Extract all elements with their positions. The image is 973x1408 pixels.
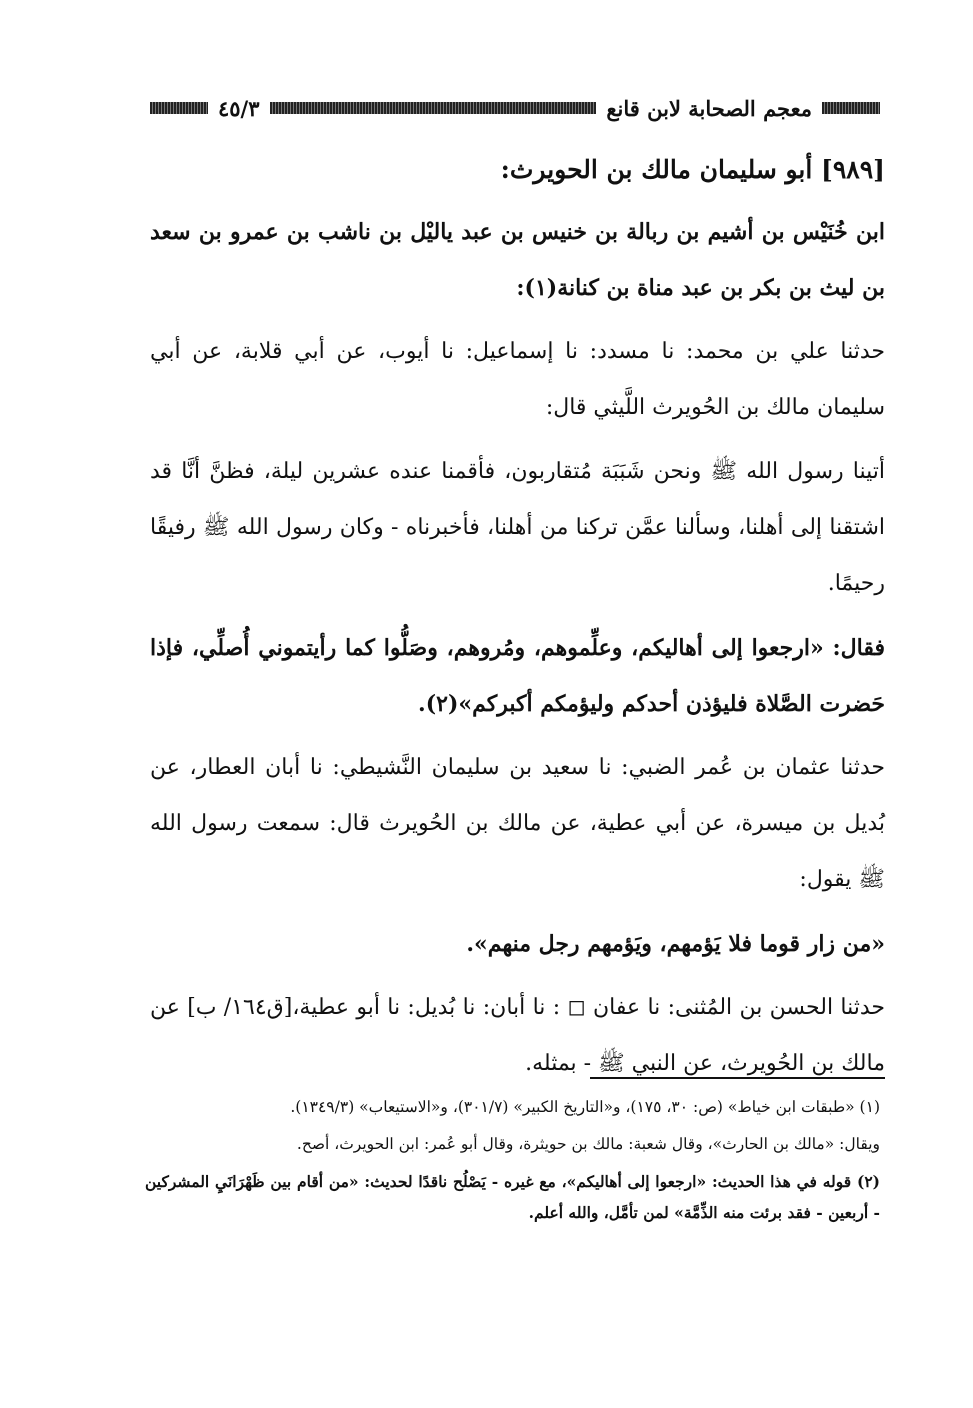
hadith-text: فقال: «ارجعوا إلى أهاليكم، وعلِّموهم، ومُروهم، وصَلُّوا كما رأيتموني أُصلِّي، فإذا حَضرت الصَّلاة فليؤذن أحدكم وليؤمكم أكبركم»(٢). (150, 635, 885, 717)
paragraph: حدثنا علي بن محمد: نا مسدد: نا إسماعيل: نا أيوب، عن أبي قلابة، عن أبي سليمان مالك بن الحُويرث اللَّيثي قال: (150, 339, 885, 420)
page-reference: ٤٥/٣ (218, 95, 260, 121)
paragraph: أتينا رسول الله ﷺ ونحن شَبَبَة مُتقاربون، فأقمنا عنده عشرين ليلة، فظنَّ أنَّا قد اشتقنا إلى أهلنا، وسألنا عمَّن تركنا من أهلنا، فأخبرناه - وكان رسول الله ﷺ رفيقًا رحيمًا. (150, 459, 885, 596)
header-ornament-left (150, 102, 208, 114)
paragraph: حدثنا الحسن بن المُثنى: نا عفان ◻ : نا أبان: نا بُديل: نا أبو عطية،[ق١٦٤/ ب] عن مالك بن الحُويرث، عن النبي ﷺ - بمثله. (150, 995, 885, 1076)
running-header (150, 92, 880, 124)
entry-title: [٩٨٩] أبو سليمان مالك بن الحويرث: (500, 155, 885, 184)
hadith-text: «من زار قوما فلا يَؤمهم، ويَؤمهم رجل منهم». (466, 931, 885, 957)
header-ornament-middle (270, 102, 597, 114)
entry-lineage: ابن خُنَيْس بن أشيم بن ربالة بن خنيس بن عبد ياليْل بن ناشب بن عمرو بن سعد بن ليث بن بكر بن عبد مناة بن كنانة(١): (150, 219, 885, 301)
footnote: (٢) قوله في هذا الحديث: «ارجعوا إلى أهاليكم»، مع غيره - يَصْلُح ناقدًا لحديث: «من أقام بين ظَهْرَانَيِ المشركين - أربعين - فقد برئت منه الذِّمَّة» لمن تأمَّل، والله أعلم. (145, 1172, 880, 1222)
paragraph: حدثنا عثمان بن عُمر الضبي: نا سعيد بن سليمان النَّشيطي: نا أبان العطار، عن بُديل بن ميسرة، عن أبي عطية، عن مالك بن الحُويرث قال: سمعت رسول الله ﷺ يقول: (150, 755, 885, 892)
footnote: ويقال: «مالك بن الحارث»، وقال شعبة: مالك بن حويثرة، وقال أبو عُمر: ابن الحويرث، أصح. (296, 1135, 880, 1153)
main-text (150, 150, 885, 1100)
footnote-separator (590, 1077, 885, 1079)
book-title: معجم الصحابة لابن قانع (606, 95, 812, 121)
footnote: (١) «طبقات ابن خياط» (ص: ٣٠، ١٧٥)، و«التاريخ الكبير» (٣٠١/٧)، و«الاستيعاب» (١٣٤٩/٣). (290, 1098, 880, 1116)
footnotes (145, 1092, 880, 1234)
header-ornament-right (822, 102, 880, 114)
